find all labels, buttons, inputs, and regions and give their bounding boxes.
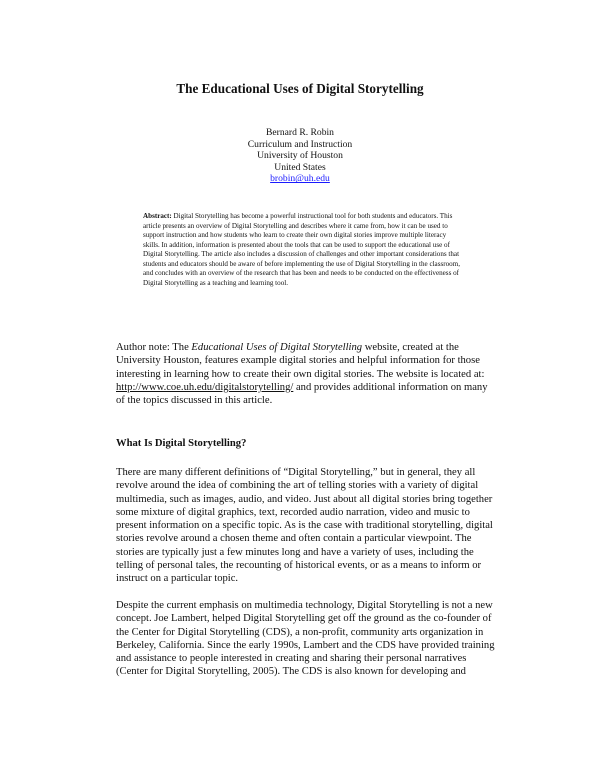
author-country: United States	[274, 161, 326, 173]
abstract-label: Abstract:	[143, 212, 172, 220]
author-institution: University of Houston	[257, 150, 343, 162]
author-note-suffix: and provides additional information on many of the topics discussed in this article.	[116, 381, 488, 407]
author-department: Curriculum and Instruction	[247, 138, 353, 150]
author-email-line	[0, 173, 600, 185]
author-block	[0, 127, 600, 185]
author-note	[116, 341, 498, 407]
author-note-prefix: Author note: The	[116, 342, 192, 353]
paper-title: The Educational Uses of Digital Storytelling	[176, 81, 424, 96]
author-note-url-link[interactable]: http://www.coe.uh.edu/digitalstorytelling/	[116, 381, 294, 393]
author-name: Bernard R. Robin	[266, 127, 334, 138]
author-email-link[interactable]: brobin@uh.edu	[270, 173, 330, 185]
author-note-site-title: Educational Uses of Digital Storytelling	[191, 342, 363, 353]
abstract	[143, 212, 461, 288]
author-note-middle: website, created at the University Houston, features example digital stories and helpful information for those interesting in learning how to create their own digital stories. The website is located at:	[116, 342, 485, 380]
section-heading: What Is Digital Storytelling?	[116, 438, 247, 449]
section-paragraph-2: Despite the current emphasis on multimedia technology, Digital Storytelling is not a new concept. Joe Lambert, helped Digital Storytelling get off the ground as the co-founder of the Center for Digital Storytelling (CDS), a non-profit, community arts organization in Berkeley, California. Since the early 1990s, Lambert and the CDS have provided training and assistance to people interested in creating and sharing their personal narratives (Center for Digital Storytelling, 2005). The CDS is also known for developing and	[116, 600, 495, 678]
section-paragraph-1: There are many different definitions of “Digital Storytelling,” but in general, they all revolve around the idea of combining the art of telling stories with a variety of digital multimedia, such as images, audio, and video. Just about all digital stories bring together some mixture of digital graphics, text, recorded audio narration, video and music to present information on a specific topic. As is the case with traditional storytelling, digital stories revolve around a chosen theme and often contain a particular viewpoint. The stories are typically just a few minutes long and have a variety of uses, including the telling of personal tales, the recounting of historical events, or as a means to inform or instruct on a particular topic.	[116, 467, 493, 585]
abstract-text: Digital Storytelling has become a powerful instructional tool for both students and educators. This article presents an overview of Digital Storytelling and describes where it came from, how it can be used to support instruction and how students who learn to create their own digital stories improve multiple literacy skills. In addition, information is presented about the tools that can be used to support the educational use of Digital Storytelling. The article also includes a discussion of challenges and other important considerations that students and educators should be aware of before implementing the use of Digital Storytelling in the classroom, and concludes with an overview of the research that has been and needs to be conducted on the effectiveness of Digital Storytelling as a teaching and learning tool.	[143, 212, 460, 287]
